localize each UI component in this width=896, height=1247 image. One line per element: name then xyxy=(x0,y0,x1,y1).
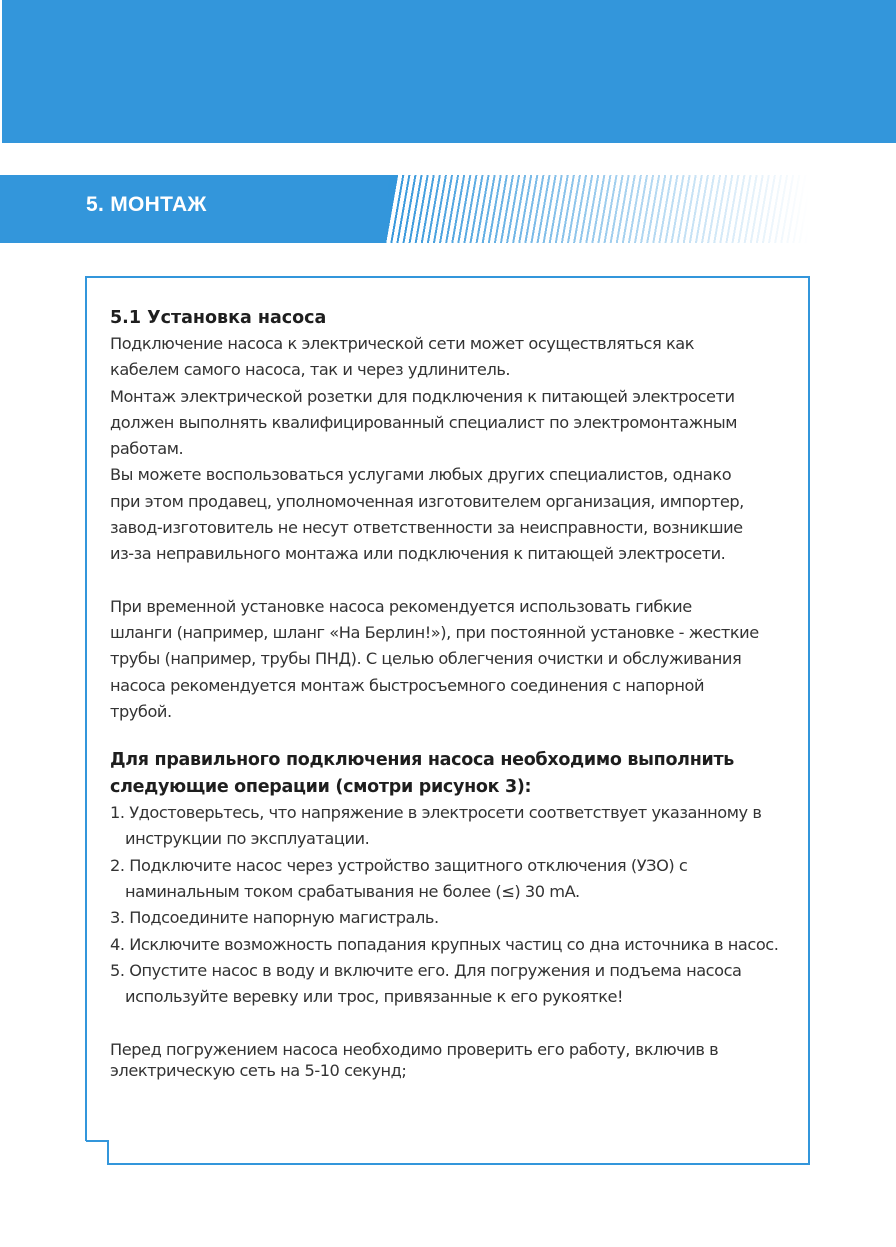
text-line: электрическую сеть на 5-10 секунд; xyxy=(110,1060,407,1080)
text-line: шланги (например, шланг «На Берлин!»), при постоянной установке - жесткие xyxy=(110,622,759,642)
content-box xyxy=(110,305,800,1081)
text-line: при этом продавец, уполномоченная изготовителем организация, импортер, xyxy=(110,491,744,511)
text-line: При временной установке насоса рекомендуется использовать гибкие xyxy=(110,596,692,616)
subsection-title: 5.1 Установка насоса xyxy=(110,308,327,328)
decorative-stripes xyxy=(384,175,809,243)
text-line: Монтаж электрической розетки для подключения к питающей электросети xyxy=(110,386,735,406)
text-line: трубой. xyxy=(110,701,172,721)
list-item: 2. Подключите насос через устройство защитного отключения (УЗО) с наминальным током срабатывания не более (≤) 30 mA. xyxy=(110,855,688,902)
list-item: 3. Подсоедините напорную магистраль. xyxy=(110,908,439,928)
text-line: Вы можете воспользоваться услугами любых других специалистов, однако xyxy=(110,465,732,485)
steps-heading-line: следующие операции (смотри рисунок 3): xyxy=(110,776,532,797)
text-line: работам. xyxy=(110,439,184,459)
paragraph-hoses xyxy=(110,594,800,725)
text-line: насоса рекомендуется монтаж быстросъемного соединения с напорной xyxy=(110,675,705,695)
steps-list xyxy=(110,800,800,1010)
text-line: должен выполнять квалифицированный специалист по электромонтажным xyxy=(110,412,737,432)
text-line: из-за неправильного монтажа или подключения к питающей электросети. xyxy=(110,544,726,564)
section-title: 5. МОНТАЖ xyxy=(86,193,207,216)
text-line: кабелем самого насоса, так и через удлинитель. xyxy=(110,360,511,380)
list-item: 4. Исключите возможность попадания крупных частиц со дна источника в насос. xyxy=(110,934,779,954)
header-band xyxy=(2,0,896,143)
paragraph-installation xyxy=(110,331,800,568)
text-line: Перед погружением насоса необходимо проверить его работу, включив в xyxy=(110,1039,719,1059)
list-item: 1. Удостоверьтесь, что напряжение в электросети соответствует указанному в инструкции по эксплуатации. xyxy=(110,803,762,849)
text-line: Подключение насоса к электрической сети может осуществляться как xyxy=(110,334,695,353)
steps-heading xyxy=(110,747,800,800)
text-line: трубы (например, трубы ПНД). С целью облегчения очистки и обслуживания xyxy=(110,649,742,669)
text-line: завод-изготовитель не несут ответственности за неисправности, возникшие xyxy=(110,518,743,538)
final-note xyxy=(110,1039,800,1081)
list-item: 5. Опустите насос в воду и включите его. Для погружения и подъема насоса используйте веревку или трос, привязанные к его рукоятке! xyxy=(110,960,742,1007)
steps-heading-line: Для правильного подключения насоса необходимо выполнить xyxy=(110,750,735,771)
